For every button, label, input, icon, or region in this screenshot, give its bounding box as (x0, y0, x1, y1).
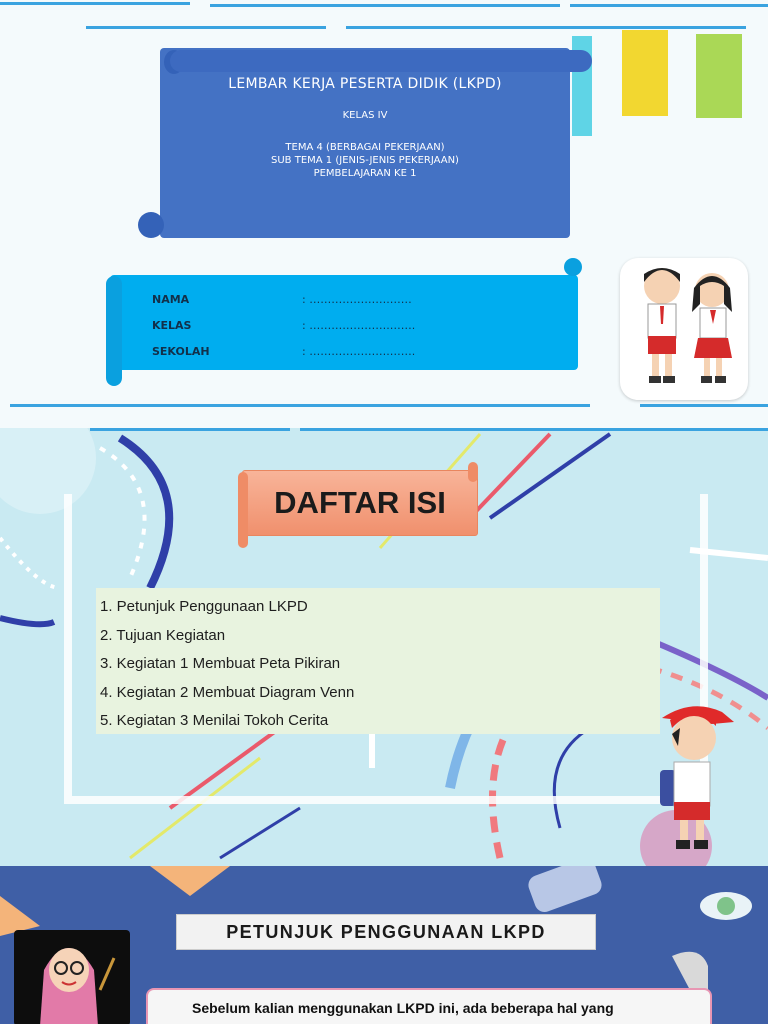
kelas-field[interactable]: : ………………….……. (302, 319, 416, 332)
scroll-curl (138, 212, 164, 238)
daftar-isi-heading: DAFTAR ISI (242, 470, 478, 536)
sekolah-field[interactable]: : ………………….……. (302, 345, 416, 358)
identity-scroll (110, 275, 578, 370)
petunjuk-page (0, 866, 768, 1024)
toc-item-tujuan[interactable]: 2. Tujuan Kegiatan (100, 627, 226, 644)
kelas-text: KELAS IV (342, 110, 388, 121)
students-icon (620, 258, 748, 400)
title-scroll (160, 48, 570, 238)
toc-list (96, 588, 660, 734)
toc-item-kegiatan-3[interactable]: 5. Kegiatan 3 Menilai Tokoh Cerita (100, 712, 329, 729)
decor-line (346, 26, 746, 29)
subtema-text: SUB TEMA 1 (JENIS-JENIS PEKERJAAN) (271, 155, 459, 166)
nama-label: NAMA (152, 293, 190, 306)
petunjuk-text-box (146, 988, 712, 1024)
toc-item-kegiatan-1[interactable]: 3. Kegiatan 1 Membuat Peta Pikiran (100, 655, 341, 672)
decor-bar-yellow (622, 30, 668, 116)
scroll-curl (564, 258, 582, 276)
scroll-curl (468, 462, 478, 482)
kelas-label: KELAS (152, 319, 192, 332)
scroll-curl (106, 276, 122, 386)
decor-line (10, 404, 590, 407)
tema-block (160, 141, 570, 180)
decor-line (0, 2, 190, 5)
cover-page (0, 0, 768, 428)
decor-line (86, 26, 326, 29)
sekolah-label: SEKOLAH (152, 345, 210, 358)
student-boy-icon (652, 698, 738, 858)
toc-item-kegiatan-2[interactable]: 4. Kegiatan 2 Membuat Diagram Venn (100, 684, 355, 701)
petunjuk-text: Sebelum kalian menggunakan LKPD ini, ada beberapa hal yang (192, 1000, 614, 1016)
decor-line (210, 4, 560, 7)
lkpd-title: LEMBAR KERJA PESERTA DIDIK (LKPD) (228, 76, 502, 92)
teacher-icon (14, 930, 130, 1024)
tema-text: TEMA 4 (BERBAGAI PEKERJAAN) (285, 142, 445, 153)
teacher-illustration (14, 930, 130, 1024)
toc-item-petunjuk[interactable]: 1. Petunjuk Penggunaan LKPD (100, 598, 308, 615)
petunjuk-heading: PETUNJUK PENGGUNAAN LKPD (176, 914, 596, 950)
table-of-contents-page (0, 428, 768, 866)
decor-line (570, 4, 768, 7)
decor-bar-green (696, 34, 742, 118)
scroll-curl (238, 472, 248, 548)
scroll-top-roll (170, 50, 592, 72)
nama-field[interactable]: : ………………….…… (302, 293, 412, 306)
pembelajaran-text: PEMBELAJARAN KE 1 (313, 168, 417, 179)
students-illustration (620, 258, 748, 400)
decor-line (640, 404, 768, 407)
